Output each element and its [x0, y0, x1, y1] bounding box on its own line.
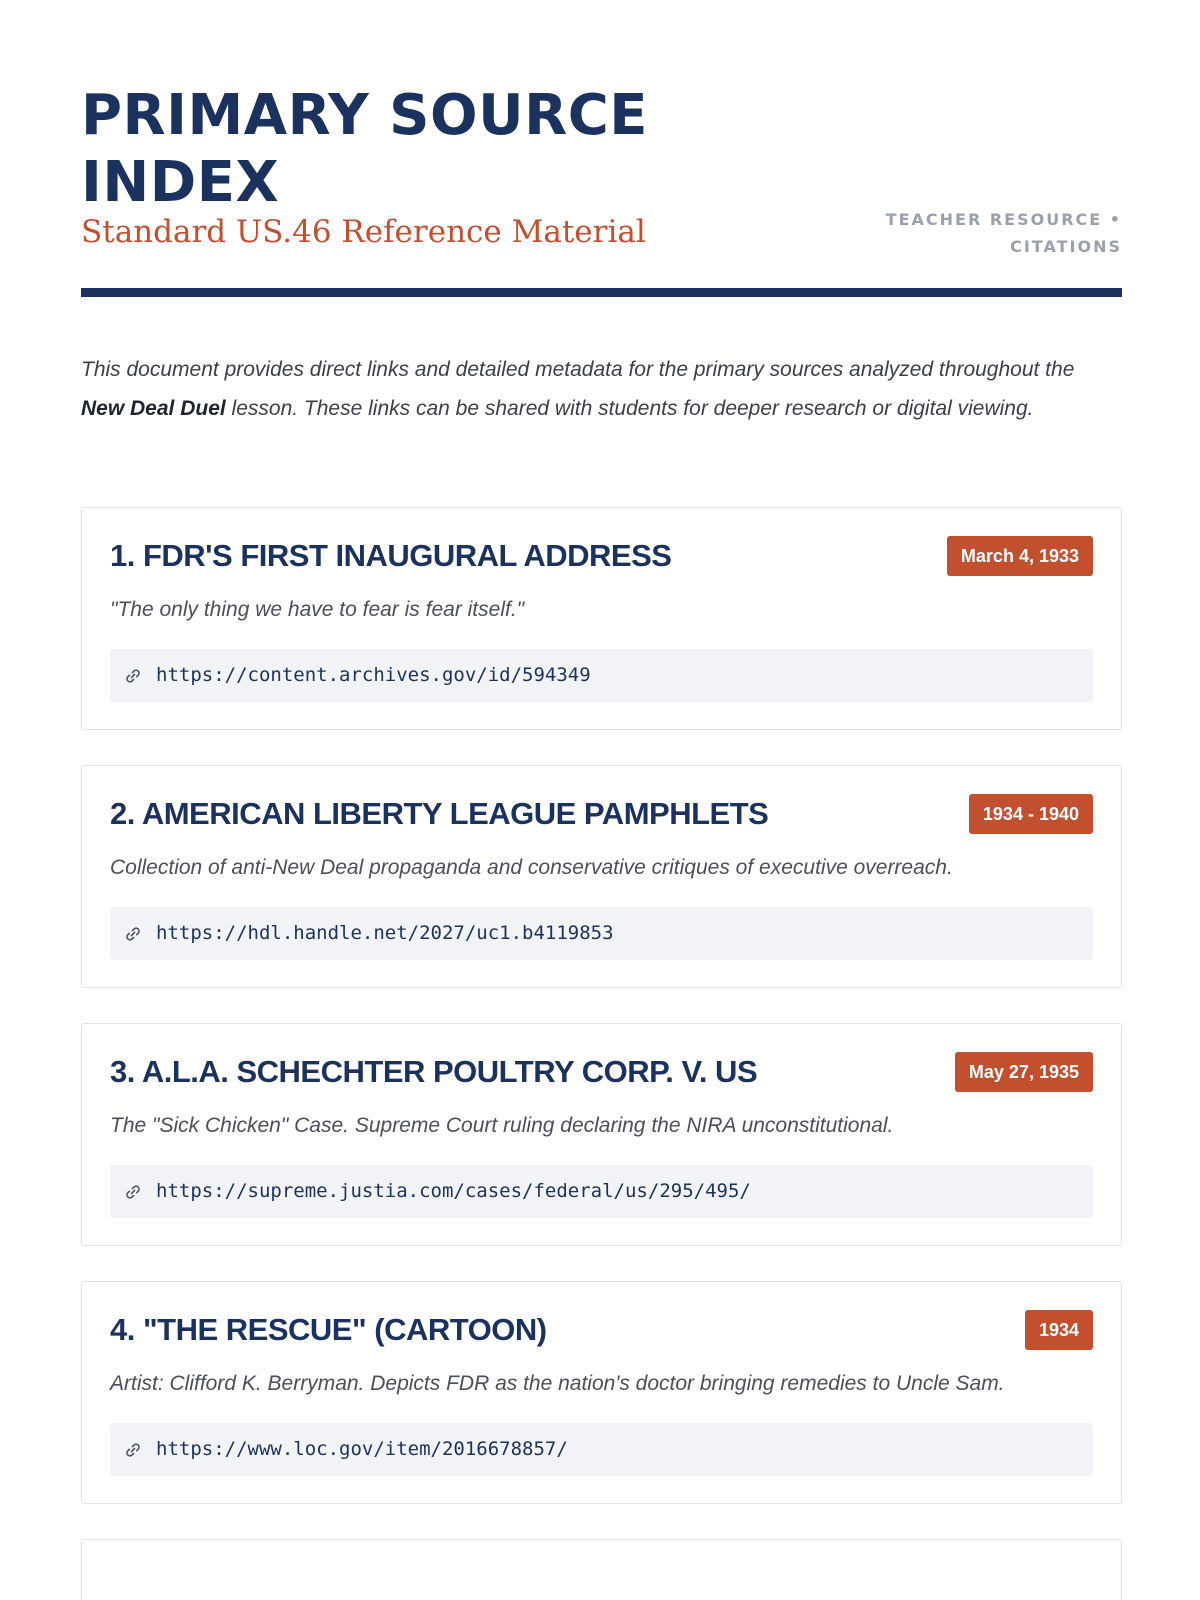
- source-link[interactable]: [110, 907, 1093, 960]
- source-title: 1. FDR'S FIRST INAUGURAL ADDRESS: [110, 538, 672, 573]
- source-link[interactable]: [110, 649, 1093, 702]
- source-title: 4. "THE RESCUE" (CARTOON): [110, 1312, 547, 1347]
- source-card: [81, 1023, 1122, 1246]
- date-badge: 1934 - 1940: [969, 794, 1093, 834]
- source-card-partial: [81, 1539, 1122, 1600]
- source-card: [81, 507, 1122, 730]
- link-icon: [123, 1182, 143, 1202]
- source-description: Artist: Clifford K. Berryman. Depicts FDR as the nation's doctor bringing remedies to Uncle Sam.: [110, 1372, 1005, 1395]
- link-icon: [123, 1440, 143, 1460]
- date-badge: March 4, 1933: [947, 536, 1093, 576]
- intro-text-after: lesson. These links can be shared with students for deeper research or digital viewing.: [225, 397, 1034, 420]
- link-icon: [123, 666, 143, 686]
- source-link[interactable]: [110, 1165, 1093, 1218]
- link-icon: [123, 924, 143, 944]
- source-link[interactable]: [110, 1423, 1093, 1476]
- source-description: "The only thing we have to fear is fear itself.": [110, 598, 525, 621]
- date-badge: 1934: [1025, 1310, 1093, 1350]
- document-page: [81, 0, 1122, 1460]
- source-card: [81, 1281, 1122, 1504]
- source-title: 2. AMERICAN LIBERTY LEAGUE PAMPHLETS: [110, 796, 769, 831]
- source-url[interactable]: https://hdl.handle.net/2027/uc1.b4119853: [156, 922, 614, 944]
- page-title: PRIMARY SOURCE INDEX: [81, 83, 649, 215]
- source-url[interactable]: https://www.loc.gov/item/2016678857/: [156, 1438, 568, 1460]
- page-subtitle: Standard US.46 Reference Material: [81, 214, 646, 250]
- lesson-name: New Deal Duel: [81, 397, 226, 420]
- source-title: 3. A.L.A. SCHECHTER POULTRY CORP. V. US: [110, 1054, 758, 1089]
- source-card: [81, 765, 1122, 988]
- source-description: Collection of anti-New Deal propaganda and conservative critiques of executive overreach.: [110, 856, 953, 879]
- source-url[interactable]: https://supreme.justia.com/cases/federal/us/295/495/: [156, 1180, 751, 1202]
- source-url[interactable]: https://content.archives.gov/id/594349: [156, 664, 591, 686]
- header-divider: [81, 288, 1122, 297]
- intro-text-before: This document provides direct links and detailed metadata for the primary sources analyzed throughout the: [81, 358, 1075, 381]
- document-meta-label: TEACHER RESOURCE • CITATIONS: [885, 210, 1122, 256]
- source-description: The "Sick Chicken" Case. Supreme Court ruling declaring the NIRA unconstitutional.: [110, 1114, 894, 1137]
- date-badge: May 27, 1935: [955, 1052, 1093, 1092]
- document-header: [81, 0, 1122, 298]
- intro-paragraph: [81, 350, 1122, 428]
